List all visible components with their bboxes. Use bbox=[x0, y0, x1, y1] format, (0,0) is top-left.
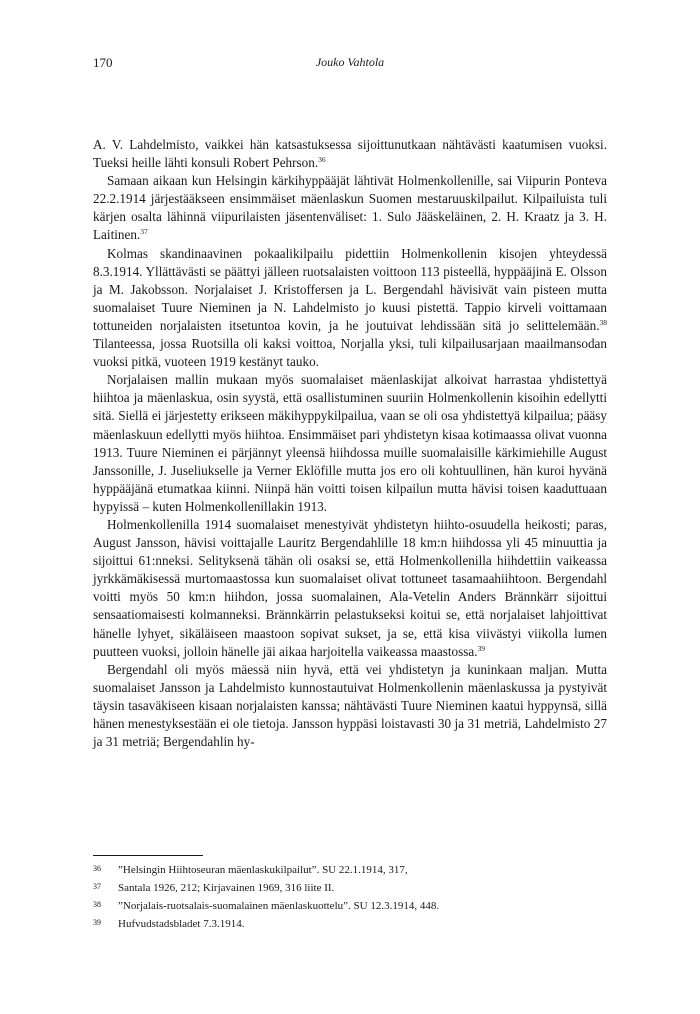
paragraph-text: Samaan aikaan kun Helsingin kärkihyppääjät lähtivät Holmenkollenille, sai Viipurin Ponteva 22.2.1914 järjestääkseen ensimmäiset mäenlaskun Suomen mestaruuskilpailut. Kilpailuista tuli kärjen osalta lähinnä viipurilaisten jäsentenväliset: 1. Sulo Jääskeläinen, 2. H. Kraatz ja 3. H. Laitinen. bbox=[93, 173, 607, 243]
paragraph bbox=[93, 136, 607, 172]
footnote-reference: 36 bbox=[318, 155, 326, 165]
footnote-reference: 38 bbox=[599, 317, 607, 327]
paragraph bbox=[93, 245, 607, 372]
paragraph bbox=[93, 516, 607, 661]
paragraph-text: A. V. Lahdelmisto, vaikkei hän katsastuksessa sijoittunutkaan nähtävästi kaatumisen vuoksi. Tueksi heille lähti konsuli Robert Pehrson. bbox=[93, 137, 607, 171]
paragraph bbox=[93, 661, 607, 751]
page-number: 170 bbox=[93, 55, 113, 70]
page-header bbox=[93, 55, 607, 73]
paragraph bbox=[93, 371, 607, 516]
footnote-text: Hufvudstadsbladet 7.3.1914. bbox=[118, 918, 245, 930]
footnote-reference: 39 bbox=[477, 643, 486, 653]
footnote-reference: 37 bbox=[140, 227, 148, 237]
paragraph-text: Kolmas skandinaavinen pokaalikilpailu pidettiin Holmenkollenin kisojen yhteydessä 8.3.1914. Yllättävästi se päättyi jälleen ruotsalaisten voittoon 113 pisteellä, hyppääjinä E. Olsson ja M. Jakobsson. Norjalaiset J. Kristoffersen ja L. Bergendahl hävisivät vain pisteen mutta suomalaiset Tuure Nieminen ja N. Lahdelmisto jo kuusi pistettä. Tappio kirveli voittamaan tottuneiden norjalaisten itsetuntoa kovin, ja he joutuivat lehdissään sitä jo selittelemään. bbox=[93, 245, 607, 333]
paragraph-text: Norjalaisen mallin mukaan myös suomalaiset mäenlaskijat alkoivat harrastaa yhdistettyä hiihtoa ja mäenlaskua, osin syystä, että osallistuminen suuriin Holmenkollenin kisoihin edellytti sitä. Siellä ei järjestetty erikseen mäkihyppykilpailua, vaan se oli osa yhdistettyä kilpailua; pääsy mäenlaskuun edellytti myös hiihtoa. Ensimmäiset pari yhdistetyn kisaa kotimaassa olivat vuonna 1913. Tuure Nieminen ei pärjännyt yleensä hiihdossa muille suomalaisille kärkimiehille August Janssonille, J. Juseliukselle ja Verner Eklöfille mutta jos ero oli kohtuullinen, hän kuroi hyvänä hyppääjänä etumatkaa kiinni. Niinpä hän voitti toisen kilpailun mutta hävisi toisen kaaduttuaan hypyissä – kuten Holmenkollenillakin 1913. bbox=[93, 372, 607, 514]
paragraph bbox=[93, 172, 607, 244]
body-text bbox=[93, 136, 607, 751]
footnote bbox=[93, 897, 607, 915]
footnote-number: 36 bbox=[93, 864, 101, 873]
footnote-text: ”Norjalais-ruotsalais-suomalainen mäenlaskuottelu”. SU 12.3.1914, 448. bbox=[118, 900, 440, 912]
paragraph-text: Holmenkollenilla 1914 suomalaiset menestyivät yhdistetyn hiihto-osuudella heikosti; paras, August Jansson, hävisi voittajalle Lauritz Bergendahlille 18 km:n hiihdossa yli 45 minuuttia ja sijoittui 61:nneksi. Selityksenä tähän oli osaksi se, että Holmenkollenilla hiihdettiin vaikeassa jyrkkämäkisessä murtomaastossa kun suomalaiset olivat tottuneet tasamaahiihtoon. Bergendahl voitti myös 50 km:n hiihdon, jossa suomalainen, Ala-Vetelin Anders Brännkärr sijoittui sensaatiomaisesti kolmanneksi. Brännkärrin pelastukseksi koitui se, että norjalaiset lahjoittivat hänelle lyhyet, sikäläiseen maastoon sopivat sukset, ja se, että kisa viivästyi viikolla lumen puutteen vuoksi, jolloin hänelle jäi aikaa harjoitella vaikeassa maastossa. bbox=[93, 516, 607, 659]
footnote-text: Santala 1926, 212; Kirjavainen 1969, 316 liite II. bbox=[118, 882, 335, 894]
footnote-number: 38 bbox=[93, 900, 101, 909]
paragraph-text: Bergendahl oli myös mäessä niin hyvä, että vei yhdistetyn ja kuninkaan maljan. Mutta suomalaiset Jansson ja Lahdelmisto kunnostautuivat Holmenkollenin mäenlaskussa ja pystyivät täysin tasaväkiseen kisaan norjalaisten kanssa; nähtävästi Tuure Nieminen kaatui hyppynsä, sillä hänen menestyksestään ei ole tietoja. Jansson hyppäsi loistavasti 30 ja 31 metriä, Lahdelmisto 27 ja 31 metriä; Bergendahlin hy- bbox=[93, 661, 607, 750]
footnote bbox=[93, 915, 607, 933]
footnote-text: ”Helsingin Hiihtoseuran mäenlaskukilpailut”. SU 22.1.1914, 317, bbox=[118, 864, 408, 876]
footnote-number: 39 bbox=[93, 918, 101, 927]
footnote-divider bbox=[93, 855, 203, 856]
footnotes bbox=[93, 861, 607, 933]
footnote bbox=[93, 861, 607, 879]
running-head: Jouko Vahtola bbox=[315, 55, 385, 69]
footnote-number: 37 bbox=[93, 882, 101, 891]
footnote bbox=[93, 879, 607, 897]
paragraph-text: Tilanteessa, jossa Ruotsilla oli kaksi voittoa, Norjalla yksi, tuli kilpailusarjaan maailmansodan vuoksi pitkä, vuoteen 1919 kestänyt tauko. bbox=[93, 336, 607, 370]
